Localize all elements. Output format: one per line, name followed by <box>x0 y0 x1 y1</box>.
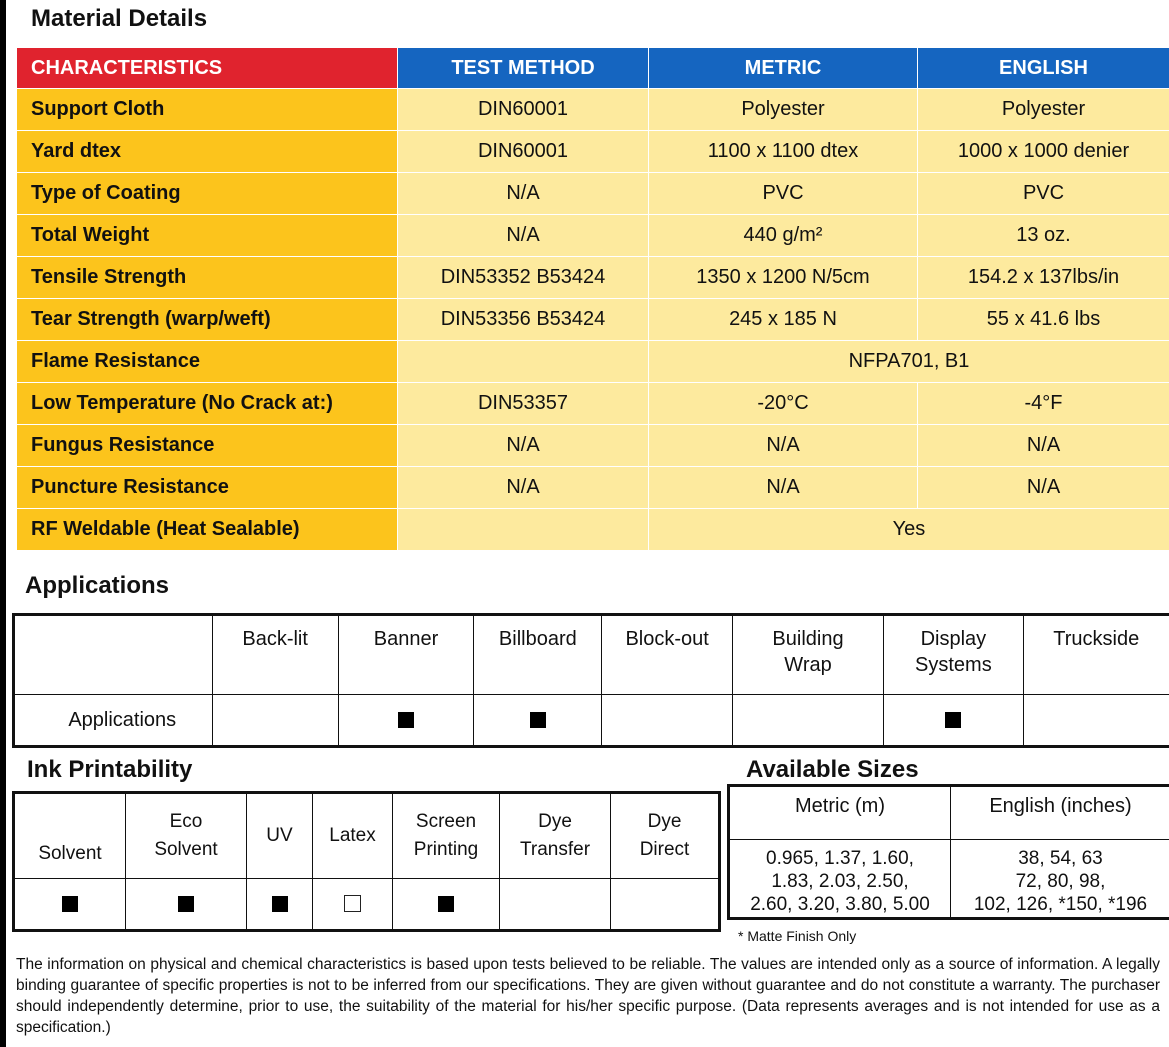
app-col-header: Truckside <box>1023 615 1169 695</box>
english-value: 13 oz. <box>918 215 1169 257</box>
ink-col-header: Latex <box>313 793 393 879</box>
filled-square-icon <box>62 896 78 912</box>
metric-header: Metric (m) <box>729 786 951 840</box>
test-method-value: N/A <box>398 215 649 257</box>
material-details-table <box>16 47 1169 551</box>
filled-square-icon <box>945 712 961 728</box>
ink-cell <box>313 879 393 931</box>
app-col-header: Block-out <box>602 615 732 695</box>
metric-size-line: 2.60, 3.20, 3.80, 5.00 <box>750 894 930 915</box>
metric-value: 440 g/m² <box>649 215 918 257</box>
header-test-method: TEST METHOD <box>398 48 649 89</box>
ink-cell <box>393 879 500 931</box>
applications-table <box>12 613 1169 748</box>
filled-square-icon <box>272 896 288 912</box>
metric-value: N/A <box>649 467 918 509</box>
combined-value: NFPA701, B1 <box>649 341 1169 383</box>
app-col-header: Banner <box>338 615 473 695</box>
table-row <box>17 299 1169 341</box>
table-row <box>17 467 1169 509</box>
ink-cell <box>611 879 720 931</box>
english-value: N/A <box>918 425 1169 467</box>
test-method-value: DIN53352 B53424 <box>398 257 649 299</box>
applications-header-row <box>14 615 1169 695</box>
test-method-value: DIN53357 <box>398 383 649 425</box>
characteristic-name: Puncture Resistance <box>17 467 398 509</box>
app-col-header: Billboard <box>474 615 602 695</box>
test-method-value: DIN60001 <box>398 89 649 131</box>
app-cell <box>1023 695 1169 747</box>
ink-header-row <box>14 793 720 879</box>
characteristic-name: Total Weight <box>17 215 398 257</box>
characteristic-name: Support Cloth <box>17 89 398 131</box>
metric-value: 1350 x 1200 N/5cm <box>649 257 918 299</box>
app-col-header: Display Systems <box>884 615 1023 695</box>
metric-value: Polyester <box>649 89 918 131</box>
ink-col-header: Dye Transfer <box>500 793 611 879</box>
empty-square-icon <box>344 895 361 912</box>
characteristic-name: Fungus Resistance <box>17 425 398 467</box>
ink-col-header: Solvent <box>14 793 126 879</box>
english-sizes-cell <box>951 840 1169 919</box>
english-value: PVC <box>918 173 1169 215</box>
sizes-header-row <box>729 786 1169 840</box>
ink-cell <box>500 879 611 931</box>
app-cell <box>732 695 883 747</box>
filled-square-icon <box>530 712 546 728</box>
test-method-value: DIN53356 B53424 <box>398 299 649 341</box>
ink-cell <box>126 879 247 931</box>
english-header: English (inches) <box>951 786 1169 840</box>
app-cell <box>338 695 473 747</box>
characteristic-name: Type of Coating <box>17 173 398 215</box>
characteristic-name: Low Temperature (No Crack at:) <box>17 383 398 425</box>
characteristic-name: RF Weldable (Heat Sealable) <box>17 509 398 551</box>
applications-value-row <box>14 695 1169 747</box>
table-row <box>17 131 1169 173</box>
header-english: ENGLISH <box>918 48 1169 89</box>
empty-header-cell <box>14 615 213 695</box>
ink-col-header: Eco Solvent <box>126 793 247 879</box>
characteristic-name: Yard dtex <box>17 131 398 173</box>
english-value: Polyester <box>918 89 1169 131</box>
app-col-header: Back-lit <box>212 615 338 695</box>
matte-finish-note: * Matte Finish Only <box>738 928 857 944</box>
metric-value: PVC <box>649 173 918 215</box>
test-method-value: N/A <box>398 173 649 215</box>
test-method-value: N/A <box>398 425 649 467</box>
ink-printability-table <box>12 791 721 932</box>
app-cell <box>602 695 732 747</box>
metric-value: 1100 x 1100 dtex <box>649 131 918 173</box>
ink-col-header: Screen Printing <box>393 793 500 879</box>
metric-sizes-cell <box>729 840 951 919</box>
test-method-value <box>398 341 649 383</box>
metric-value: N/A <box>649 425 918 467</box>
ink-cell <box>14 879 126 931</box>
app-cell <box>212 695 338 747</box>
characteristic-name: Tear Strength (warp/weft) <box>17 299 398 341</box>
applications-heading: Applications <box>25 572 170 599</box>
metric-value: -20°C <box>649 383 918 425</box>
material-details-heading: Material Details <box>31 5 208 32</box>
app-col-header: Building Wrap <box>732 615 883 695</box>
characteristic-name: Tensile Strength <box>17 257 398 299</box>
metric-size-line: 0.965, 1.37, 1.60, <box>766 848 914 869</box>
app-cell <box>474 695 602 747</box>
english-size-line: 72, 80, 98, <box>1015 871 1106 892</box>
ink-col-header: Dye Direct <box>611 793 720 879</box>
english-value: N/A <box>918 467 1169 509</box>
applications-row-label: Applications <box>14 695 213 747</box>
ink-value-row <box>14 879 720 931</box>
english-value: 1000 x 1000 denier <box>918 131 1169 173</box>
ink-col-header: UV <box>247 793 313 879</box>
available-sizes-table <box>727 784 1169 920</box>
header-metric: METRIC <box>649 48 918 89</box>
table-row <box>17 89 1169 131</box>
app-cell <box>884 695 1023 747</box>
test-method-value <box>398 509 649 551</box>
english-size-line: 38, 54, 63 <box>1018 848 1103 869</box>
table-row <box>17 425 1169 467</box>
filled-square-icon <box>398 712 414 728</box>
table-row <box>17 173 1169 215</box>
header-characteristics: CHARACTERISTICS <box>17 48 398 89</box>
disclaimer-text: The information on physical and chemical characteristics is based upon tests believed to be reliable. The values are intended only as a source of information. A legally binding guarantee of specific properties is not to be inferred from our specifications. They are given without guarantee and do not constitute a warranty. The purchaser should independently determine, prior to use, the suitability of the material for his/her specific purpose. (Data represents averages and is not intended for use as a specification.) <box>16 956 1160 1036</box>
test-method-value: DIN60001 <box>398 131 649 173</box>
material-header-row <box>17 48 1169 89</box>
english-value: 154.2 x 137lbs/in <box>918 257 1169 299</box>
characteristic-name: Flame Resistance <box>17 341 398 383</box>
combined-value: Yes <box>649 509 1169 551</box>
table-row <box>17 215 1169 257</box>
table-row <box>17 509 1169 551</box>
left-edge-bar <box>0 0 6 1047</box>
english-value: 55 x 41.6 lbs <box>918 299 1169 341</box>
filled-square-icon <box>178 896 194 912</box>
filled-square-icon <box>438 896 454 912</box>
sizes-value-row <box>729 840 1169 919</box>
available-sizes-heading: Available Sizes <box>746 756 919 783</box>
table-row <box>17 341 1169 383</box>
metric-value: 245 x 185 N <box>649 299 918 341</box>
english-value: -4°F <box>918 383 1169 425</box>
english-size-line: 102, 126, *150, *196 <box>973 894 1148 915</box>
table-row <box>17 257 1169 299</box>
metric-size-line: 1.83, 2.03, 2.50, <box>771 871 909 892</box>
test-method-value: N/A <box>398 467 649 509</box>
ink-printability-heading: Ink Printability <box>27 756 193 783</box>
ink-cell <box>247 879 313 931</box>
table-row <box>17 383 1169 425</box>
